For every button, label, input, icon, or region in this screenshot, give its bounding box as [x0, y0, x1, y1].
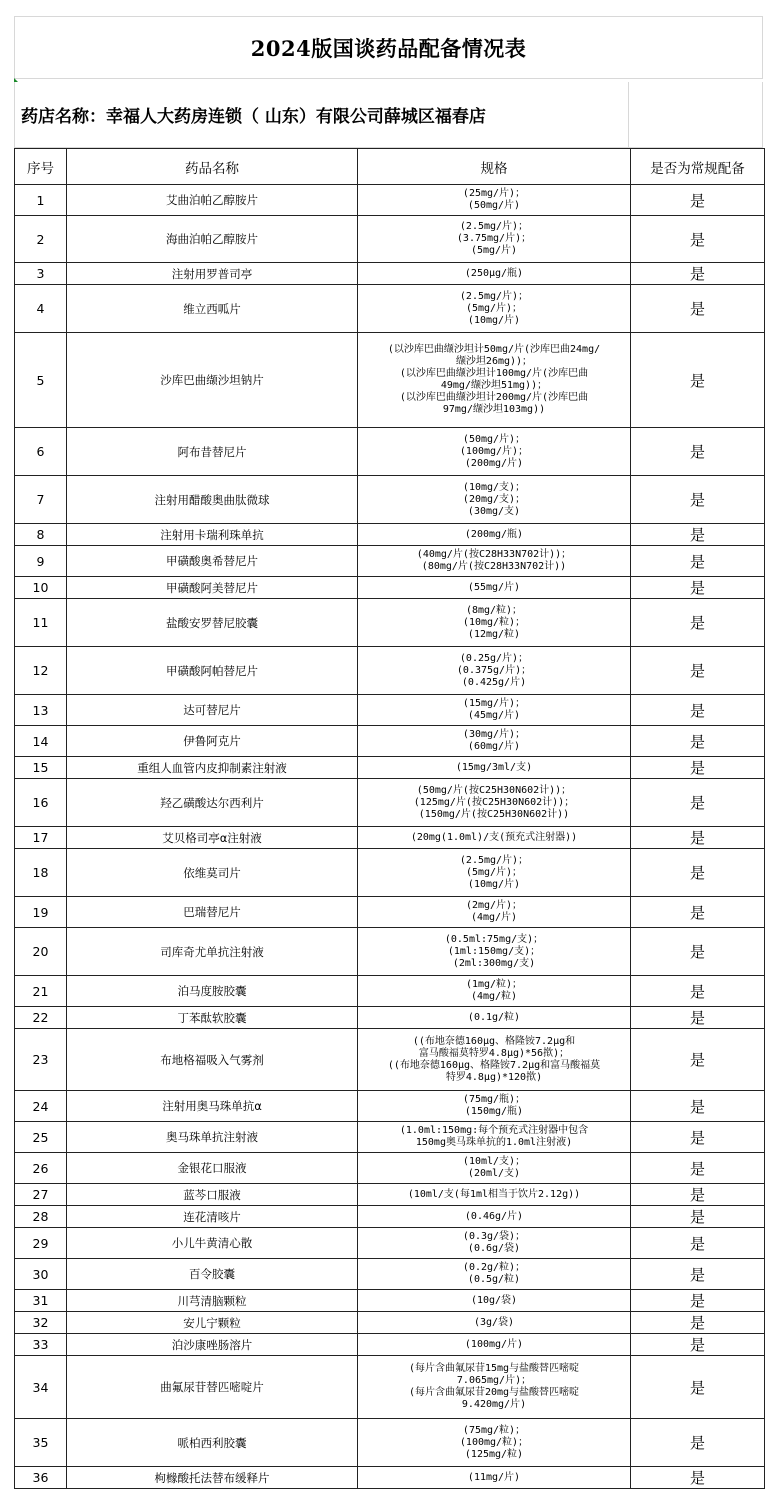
drug-spec — [358, 546, 631, 577]
regular-flag: 是 — [631, 476, 765, 524]
table-row — [15, 1467, 765, 1489]
spec-line: (5mg/片)； — [465, 866, 523, 878]
header-spec: 规格 — [358, 149, 631, 185]
spec-line: (250μg/瓶) — [464, 267, 524, 279]
row-number: 22 — [15, 1007, 67, 1029]
regular-flag: 是 — [631, 1122, 765, 1153]
drug-name: 川芎清脑颗粒 — [67, 1290, 358, 1312]
row-number: 10 — [15, 577, 67, 599]
table-row — [15, 1419, 765, 1467]
spec-line: (75mg/粒)； — [462, 1424, 526, 1436]
store-divider — [628, 82, 629, 148]
regular-flag: 是 — [631, 1007, 765, 1029]
regular-flag: 是 — [631, 1312, 765, 1334]
drug-name: 盐酸安罗替尼胶囊 — [67, 599, 358, 647]
drug-name: 羟乙磺酸达尔西利片 — [67, 779, 358, 827]
spec-line: (11mg/片) — [467, 1471, 521, 1483]
regular-flag: 是 — [631, 976, 765, 1007]
regular-flag: 是 — [631, 726, 765, 757]
page-title: 2024版国谈药品配备情况表 — [250, 35, 527, 61]
table-row — [15, 928, 765, 976]
drug-name: 百令胶囊 — [67, 1259, 358, 1290]
drug-name: 重组人血管内皮抑制素注射液 — [67, 757, 358, 779]
regular-flag: 是 — [631, 546, 765, 577]
regular-flag: 是 — [631, 285, 765, 333]
table-row — [15, 476, 765, 524]
row-number: 18 — [15, 849, 67, 897]
row-number: 19 — [15, 897, 67, 928]
drug-spec — [358, 1467, 631, 1489]
table-row — [15, 1206, 765, 1228]
header-row — [15, 149, 765, 185]
regular-flag: 是 — [631, 928, 765, 976]
title-box — [14, 16, 763, 79]
regular-flag: 是 — [631, 524, 765, 546]
table-row — [15, 216, 765, 263]
spec-line: (150mg/片(按C25H30N602计)) — [418, 808, 570, 820]
spec-line: (0.425g/片) — [461, 676, 527, 688]
regular-flag: 是 — [631, 1184, 765, 1206]
spec-line: (20ml/支) — [467, 1168, 521, 1179]
spec-line: 9.420mg/片) — [461, 1399, 527, 1410]
drug-name: 蓝芩口服液 — [67, 1184, 358, 1206]
spec-line: (1mg/粒)； — [465, 979, 523, 990]
drug-name: 枸橼酸托法替布缓释片 — [67, 1467, 358, 1489]
spec-line: (2.5mg/片)； — [459, 221, 529, 232]
regular-flag: 是 — [631, 1334, 765, 1356]
spec-line: 97mg/缬沙坦103mg)) — [442, 404, 546, 415]
drug-spec — [358, 1312, 631, 1334]
drug-spec — [358, 976, 631, 1007]
table-row — [15, 333, 765, 428]
spec-line: (100mg/片)； — [459, 445, 529, 457]
spec-line: (45mg/片) — [467, 710, 521, 721]
spec-line: (每片含曲氟尿苷20mg与盐酸替匹嘧啶 — [408, 1387, 580, 1398]
drug-name: 海曲泊帕乙醇胺片 — [67, 216, 358, 263]
drug-name: 甲磺酸阿美替尼片 — [67, 577, 358, 599]
drug-name: 曲氟尿苷替匹嘧啶片 — [67, 1356, 358, 1419]
drug-name: 注射用卡瑞利珠单抗 — [67, 524, 358, 546]
row-number: 28 — [15, 1206, 67, 1228]
drug-spec — [358, 827, 631, 849]
spec-line: (50mg/片) — [467, 200, 521, 211]
spec-line: (0.2g/粒)； — [462, 1262, 526, 1273]
drug-spec — [358, 897, 631, 928]
spec-line: (15mg/片)； — [462, 698, 526, 709]
drug-name: 奥马珠单抗注射液 — [67, 1122, 358, 1153]
row-number: 7 — [15, 476, 67, 524]
drug-spec — [358, 757, 631, 779]
spec-line: (每片含曲氟尿苷15mg与盐酸替匹嘧啶 — [408, 1363, 580, 1374]
drug-spec — [358, 1153, 631, 1184]
spec-line: (75mg/瓶)； — [462, 1094, 526, 1105]
drug-spec — [358, 779, 631, 827]
spec-line: ((布地奈德160μg、格隆铵7.2μg和 — [412, 1035, 576, 1047]
spec-line: (4mg/粒) — [470, 991, 518, 1002]
drug-spec — [358, 1334, 631, 1356]
row-number: 20 — [15, 928, 67, 976]
row-number: 13 — [15, 695, 67, 726]
row-number: 6 — [15, 428, 67, 476]
drug-spec — [358, 1259, 631, 1290]
spec-line: (10mg/粒)； — [462, 616, 526, 628]
spec-line: (55mg/片) — [467, 581, 521, 593]
table-row — [15, 1356, 765, 1419]
row-number: 26 — [15, 1153, 67, 1184]
row-number: 16 — [15, 779, 67, 827]
spec-line: (100mg/粒)； — [459, 1436, 529, 1448]
drug-spec — [358, 1007, 631, 1029]
spec-line: (40mg/片(按C28H33N702计))； — [416, 549, 572, 560]
regular-flag: 是 — [631, 647, 765, 695]
drug-spec — [358, 333, 631, 428]
table-row — [15, 1228, 765, 1259]
row-number: 2 — [15, 216, 67, 263]
table-row — [15, 577, 765, 599]
table-row — [15, 726, 765, 757]
drug-spec — [358, 1091, 631, 1122]
regular-flag: 是 — [631, 757, 765, 779]
drug-name: 注射用罗普司亭 — [67, 263, 358, 285]
regular-flag: 是 — [631, 1419, 765, 1467]
table-row — [15, 897, 765, 928]
row-number: 23 — [15, 1029, 67, 1091]
drug-name: 布地格福吸入气雾剂 — [67, 1029, 358, 1091]
regular-flag: 是 — [631, 827, 765, 849]
table-row — [15, 1334, 765, 1356]
table-row — [15, 1122, 765, 1153]
drug-spec — [358, 216, 631, 263]
drug-spec — [358, 647, 631, 695]
drug-name: 阿布昔替尼片 — [67, 428, 358, 476]
drug-spec — [358, 1290, 631, 1312]
drug-name: 连花清咳片 — [67, 1206, 358, 1228]
row-number: 4 — [15, 285, 67, 333]
row-number: 9 — [15, 546, 67, 577]
spec-line: (25mg/片)； — [462, 188, 526, 199]
regular-flag: 是 — [631, 1356, 765, 1419]
regular-flag: 是 — [631, 779, 765, 827]
regular-flag: 是 — [631, 599, 765, 647]
regular-flag: 是 — [631, 185, 765, 216]
spec-line: (80mg/片(按C28H33N702计)) — [421, 561, 567, 572]
drug-spec — [358, 285, 631, 333]
row-number: 21 — [15, 976, 67, 1007]
drug-name: 甲磺酸阿帕替尼片 — [67, 647, 358, 695]
drug-name: 金银花口服液 — [67, 1153, 358, 1184]
spec-line: 富马酸福莫特罗4.8μg)*56揿)； — [418, 1047, 570, 1059]
drug-name: 哌柏西利胶囊 — [67, 1419, 358, 1467]
table-row — [15, 1153, 765, 1184]
drug-name: 司库奇尤单抗注射液 — [67, 928, 358, 976]
drug-name: 泊沙康唑肠溶片 — [67, 1334, 358, 1356]
drug-name: 艾曲泊帕乙醇胺片 — [67, 185, 358, 216]
row-number: 14 — [15, 726, 67, 757]
drug-spec — [358, 428, 631, 476]
table-row — [15, 976, 765, 1007]
spec-line: (以沙库巴曲缬沙坦计100mg/片(沙库巴曲 — [399, 368, 589, 379]
row-number: 25 — [15, 1122, 67, 1153]
drug-spec — [358, 1029, 631, 1091]
drug-spec — [358, 1228, 631, 1259]
row-number: 3 — [15, 263, 67, 285]
row-number: 30 — [15, 1259, 67, 1290]
store-box — [14, 82, 763, 148]
spec-line: (100mg/片) — [464, 1338, 524, 1350]
spec-line: (0.25g/片)； — [459, 652, 529, 664]
row-number: 34 — [15, 1356, 67, 1419]
drug-name: 达可替尼片 — [67, 695, 358, 726]
drug-name: 小儿牛黄清心散 — [67, 1228, 358, 1259]
row-number: 27 — [15, 1184, 67, 1206]
row-number: 12 — [15, 647, 67, 695]
drug-spec — [358, 1184, 631, 1206]
regular-flag: 是 — [631, 333, 765, 428]
table-row — [15, 599, 765, 647]
regular-flag: 是 — [631, 1153, 765, 1184]
spec-line: (0.6g/袋) — [467, 1243, 521, 1254]
header-regular: 是否为常规配备 — [631, 149, 765, 185]
spec-line: (200mg/片) — [464, 457, 524, 469]
spec-line: (1ml:150mg/支)； — [447, 945, 541, 957]
spec-line: (20mg/支)； — [462, 493, 526, 505]
row-number: 32 — [15, 1312, 67, 1334]
row-number: 36 — [15, 1467, 67, 1489]
spec-line: (3g/袋) — [473, 1316, 515, 1328]
spec-line: (0.46g/片) — [464, 1210, 524, 1222]
spec-line: ((布地奈德160μg、格隆铵7.2μg和富马酸福莫 — [387, 1059, 601, 1071]
spec-line: (10ml/支(每1ml相当于饮片2.12g)) — [407, 1188, 581, 1200]
drug-table — [14, 148, 765, 1489]
drug-spec — [358, 1419, 631, 1467]
drug-spec — [358, 726, 631, 757]
drug-name: 丁苯酞软胶囊 — [67, 1007, 358, 1029]
regular-flag: 是 — [631, 1259, 765, 1290]
drug-name: 依维莫司片 — [67, 849, 358, 897]
regular-flag: 是 — [631, 1228, 765, 1259]
spec-line: (150mg/瓶) — [464, 1106, 524, 1117]
row-number: 33 — [15, 1334, 67, 1356]
drug-spec — [358, 577, 631, 599]
regular-flag: 是 — [631, 1206, 765, 1228]
table-row — [15, 524, 765, 546]
spec-line: (0.375g/片)； — [456, 664, 532, 676]
regular-flag: 是 — [631, 263, 765, 285]
drug-name: 艾贝格司亭α注射液 — [67, 827, 358, 849]
spec-line: (60mg/片) — [467, 741, 521, 752]
drug-spec — [358, 599, 631, 647]
drug-spec — [358, 1356, 631, 1419]
drug-spec — [358, 185, 631, 216]
drug-name: 巴瑞替尼片 — [67, 897, 358, 928]
spec-line: (2mg/片)； — [465, 900, 523, 911]
spec-line: (2.5mg/片)； — [459, 854, 529, 866]
table-row — [15, 647, 765, 695]
drug-name: 安儿宁颗粒 — [67, 1312, 358, 1334]
table-row — [15, 1312, 765, 1334]
row-number: 11 — [15, 599, 67, 647]
spec-line: (2.5mg/片)； — [459, 290, 529, 302]
spec-line: (50mg/片)； — [462, 433, 526, 445]
regular-flag: 是 — [631, 695, 765, 726]
spec-line: (30mg/支) — [467, 505, 521, 517]
drug-name: 注射用奥马珠单抗α — [67, 1091, 358, 1122]
spec-line: 缬沙坦26mg))； — [455, 356, 533, 367]
regular-flag: 是 — [631, 897, 765, 928]
table-row — [15, 546, 765, 577]
regular-flag: 是 — [631, 1091, 765, 1122]
spec-line: (10g/袋) — [470, 1294, 518, 1306]
store-name: 药店名称：幸福人大药房连锁（ 山东）有限公司薛城区福春店 — [21, 107, 486, 127]
spec-line: (10ml/支)； — [462, 1156, 526, 1167]
drug-name: 伊鲁阿克片 — [67, 726, 358, 757]
spec-line: (2ml:300mg/支) — [452, 957, 536, 969]
drug-name: 注射用醋酸奥曲肽微球 — [67, 476, 358, 524]
spec-line: (0.5g/粒) — [467, 1274, 521, 1285]
spec-line: (20mg(1.0ml)/支(预充式注射器)) — [410, 831, 578, 843]
table-row — [15, 1029, 765, 1091]
table-row — [15, 779, 765, 827]
spec-line: (0.1g/粒) — [467, 1011, 521, 1023]
table-row — [15, 1290, 765, 1312]
row-number: 1 — [15, 185, 67, 216]
table-row — [15, 185, 765, 216]
row-number: 29 — [15, 1228, 67, 1259]
table-row — [15, 263, 765, 285]
drug-spec — [358, 695, 631, 726]
table-row — [15, 827, 765, 849]
spec-line: (125mg/片(按C25H30N602计))； — [413, 796, 575, 808]
table-row — [15, 757, 765, 779]
spec-line: 49mg/缬沙坦51mg))； — [440, 380, 548, 391]
table-row — [15, 1091, 765, 1122]
drug-spec — [358, 524, 631, 546]
spec-line: (5mg/片) — [470, 245, 518, 256]
row-number: 8 — [15, 524, 67, 546]
table-row — [15, 1007, 765, 1029]
spec-line: 特罗4.8μg)*120揿) — [445, 1071, 543, 1083]
table-row — [15, 849, 765, 897]
regular-flag: 是 — [631, 1029, 765, 1091]
spec-line: (4mg/片) — [470, 912, 518, 923]
table-row — [15, 1259, 765, 1290]
spec-line: (8mg/粒)； — [465, 604, 523, 616]
row-number: 17 — [15, 827, 67, 849]
drug-spec — [358, 476, 631, 524]
drug-spec — [358, 928, 631, 976]
drug-name: 泊马度胺胶囊 — [67, 976, 358, 1007]
spec-line: 7.065mg/片)； — [456, 1375, 532, 1386]
regular-flag: 是 — [631, 1290, 765, 1312]
drug-spec — [358, 1206, 631, 1228]
regular-flag: 是 — [631, 577, 765, 599]
spec-line: (10mg/片) — [467, 314, 521, 326]
regular-flag: 是 — [631, 216, 765, 263]
row-number: 35 — [15, 1419, 67, 1467]
spec-line: (15mg/3ml/支) — [455, 761, 533, 773]
spec-line: (3.75mg/片)； — [456, 233, 532, 244]
regular-flag: 是 — [631, 428, 765, 476]
table-row — [15, 285, 765, 333]
row-number: 5 — [15, 333, 67, 428]
spec-line: (以沙库巴曲缬沙坦计50mg/片(沙库巴曲24mg/ — [387, 344, 601, 355]
spec-line: 150mg奥马珠单抗的1.0ml注射液) — [415, 1137, 573, 1148]
regular-flag: 是 — [631, 1467, 765, 1489]
spec-line: (200mg/瓶) — [464, 528, 524, 540]
drug-spec — [358, 1122, 631, 1153]
spec-line: (1.0ml:150mg:每个预充式注射器中包含 — [399, 1125, 589, 1136]
spec-line: (10mg/片) — [467, 878, 521, 890]
header-seq: 序号 — [15, 149, 67, 185]
spec-line: (12mg/粒) — [467, 628, 521, 640]
regular-flag: 是 — [631, 849, 765, 897]
spec-line: (125mg/粒) — [464, 1448, 524, 1460]
row-number: 15 — [15, 757, 67, 779]
drug-spec — [358, 263, 631, 285]
table-row — [15, 1184, 765, 1206]
table-row — [15, 428, 765, 476]
spec-line: (以沙库巴曲缬沙坦计200mg/片(沙库巴曲 — [399, 392, 589, 403]
table-row — [15, 695, 765, 726]
spec-line: (30mg/片)； — [462, 729, 526, 740]
row-number: 24 — [15, 1091, 67, 1122]
drug-spec — [358, 849, 631, 897]
drug-name: 甲磺酸奥希替尼片 — [67, 546, 358, 577]
drug-name: 沙库巴曲缬沙坦钠片 — [67, 333, 358, 428]
row-number: 31 — [15, 1290, 67, 1312]
spec-line: (0.5ml:75mg/支)； — [444, 933, 544, 945]
spec-line: (10mg/支)； — [462, 481, 526, 493]
drug-name: 维立西呱片 — [67, 285, 358, 333]
spec-line: (5mg/片)； — [465, 302, 523, 314]
header-name: 药品名称 — [67, 149, 358, 185]
spec-line: (50mg/片(按C25H30N602计))； — [416, 784, 572, 796]
spec-line: (0.3g/袋)； — [462, 1231, 526, 1242]
